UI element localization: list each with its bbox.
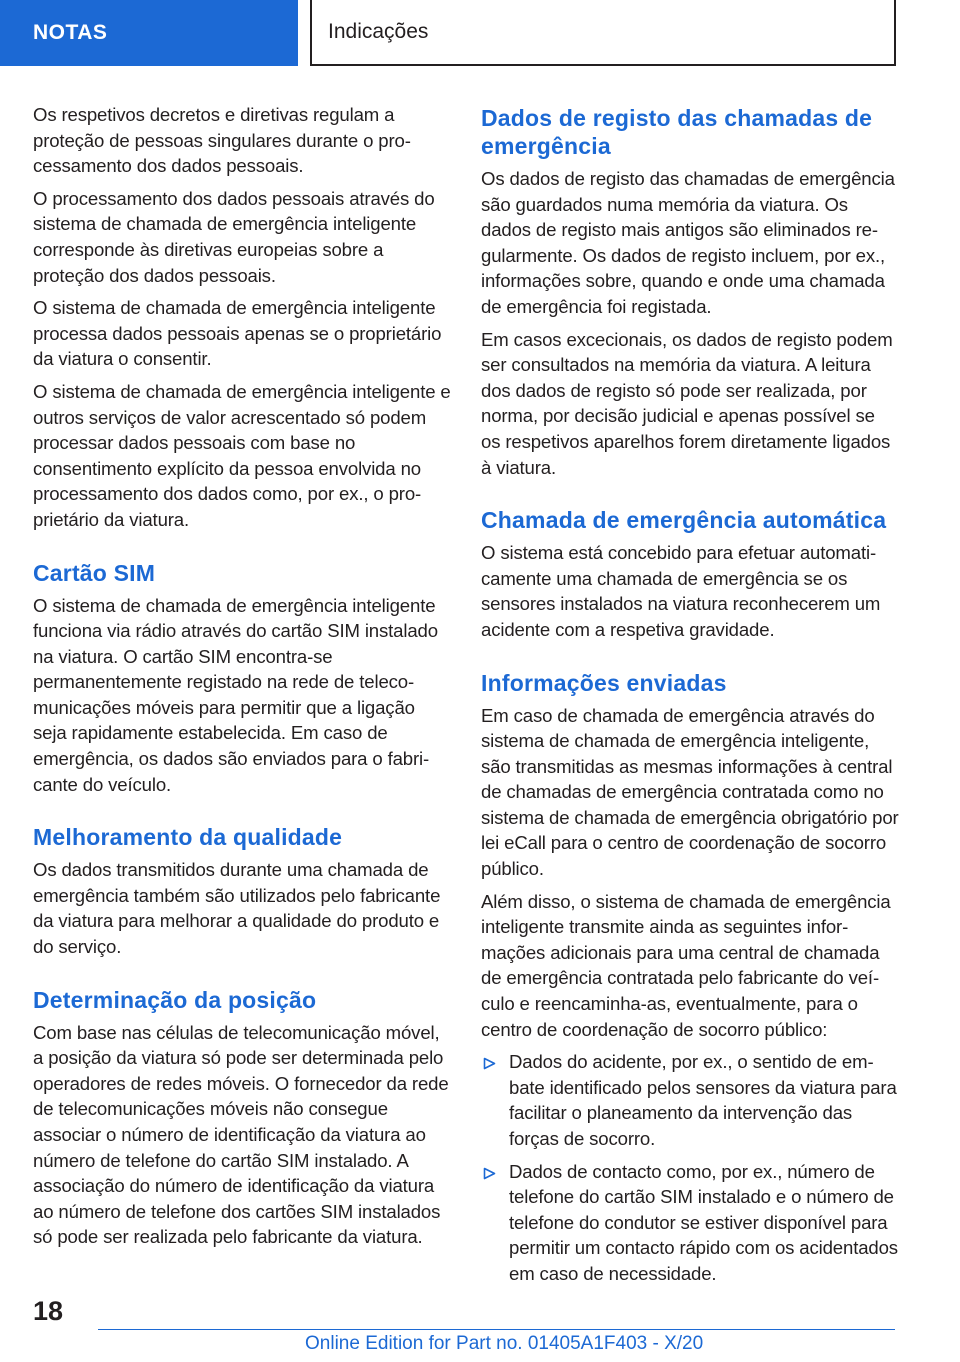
paragraph: O processamento dos dados pessoais através do sistema de chamada de emergência inteligente corresponde às diretivas europeias sobre a proteção dos dados pessoais.	[33, 187, 435, 286]
list-item	[481, 1159, 899, 1287]
section-tab	[0, 0, 298, 66]
chapter-title: Indicações	[328, 20, 429, 43]
section-heading-quality: Melhoramento da qualidade	[33, 824, 343, 851]
section-heading-auto: Chamada de emergência automática	[481, 507, 887, 534]
paragraph: Com base nas células de telecomunicação móvel, a posição da viatura só pode ser determinada pelo operadores de redes móveis. O fornecedor da rede de telecomunicações móveis não consegue associar o número de identificação da viatura ao número de telefone do cartão SIM instalado. A associação do número de identificação da viatura ao número de telefone dos cartões SIM instalados só pode ser realizada pelo fabricante da viatura.	[33, 1021, 449, 1248]
section-heading-sent: Informações enviadas	[481, 669, 727, 696]
section-label: NOTAS	[33, 21, 108, 44]
paragraph: O sistema de chamada de emergência inteligente e outros serviços de valor acrescentado só podem processar dados pessoais com base no consentimento explícito da pessoa envolvida no processamento dos dados como, por ex., o proprietário da viatura.	[33, 380, 451, 530]
chapter-title-box	[310, 0, 896, 66]
paragraph: O sistema de chamada de emergência inteligente processa dados pessoais apenas se o proprietário da viatura o consentir.	[33, 297, 442, 370]
page-number: 18	[33, 1296, 64, 1326]
section-heading-log: Dados de registo das chamadas de emergência	[481, 105, 873, 159]
left-column	[33, 102, 451, 1257]
paragraph: O sistema de chamada de emergência inteligente funciona via rádio através do cartão SIM instalado na viatura. O cartão SIM encontra-se permanentemente registado na rede de telecomunicações móveis para permitir que a ligação seja rapidamente estabelecida. Em caso de emergência, os dados são enviados para o fabricante do veículo.	[33, 594, 438, 795]
list-item	[481, 1049, 899, 1151]
paragraph: O sistema está concebido para efetuar automaticamente uma chamada de emergência se os sensores instalados na viatura reconhecerem um acidente com a respetiva gravidade.	[481, 542, 881, 640]
footer-edition-text: Online Edition for Part no. 01405A1F403 - X/20	[305, 1333, 704, 1354]
list-item-text: Dados de contacto como, por ex., número de telefone do cartão SIM instalado e o número de telefone do condutor se estiver disponível para permitir um contacto rápido com os acidentados em caso de necessidade.	[509, 1160, 898, 1284]
footer-divider	[98, 1329, 895, 1330]
right-column	[481, 104, 899, 1294]
section-heading-position: Determinação da posição	[33, 986, 317, 1013]
paragraph: Em casos excecionais, os dados de registo podem ser consultados na memória da viatura. A leitura dos dados de registo só pode ser realizada, por norma, por decisão judicial e apenas possível se os respetivos aparelhos forem diretamente ligados à viatura.	[481, 328, 893, 478]
paragraph: Além disso, o sistema de chamada de emergência inteligente transmite ainda as seguintes informações adicionais para uma central de chamada de emergência contratada pelo fabricante do veículo e reencaminha-as, eventualmente, para o centro de coordenação de socorro público:	[481, 890, 891, 1040]
list-item-text: Dados do acidente, por ex., o sentido de embate identificado pelos sensores da viatura para facilitar o planeamento da intervenção das forças de socorro.	[509, 1051, 897, 1149]
paragraph: Os dados de registo das chamadas de emergência são guardados numa memória da viatura. Os dados de registo mais antigos são eliminados regularmente. Os dados de registo incluem, por ex., informações sobre, quando e onde uma chamada de emergência foi registada.	[481, 168, 895, 317]
paragraph: Os dados transmitidos durante uma chamada de emergência também são utilizados pelo fabricante da viatura para melhorar a qualidade do produto e do serviço.	[33, 859, 441, 958]
section-heading-sim: Cartão SIM	[33, 559, 156, 586]
paragraph: Os respetivos decretos e diretivas regulam a proteção de pessoas singulares durante o processamento dos dados pessoais.	[33, 104, 411, 177]
triangle-right-outline-icon	[481, 1049, 509, 1151]
triangle-right-outline-icon	[481, 1159, 509, 1287]
paragraph: Em caso de chamada de emergência através do sistema de chamada de emergência inteligente, são transmitidas as mesmas informações à central de chamadas de emergência contratada como no sistema de chamada de emergência obrigatório por lei eCall para o centro de coordenação de socorro público.	[481, 704, 899, 880]
